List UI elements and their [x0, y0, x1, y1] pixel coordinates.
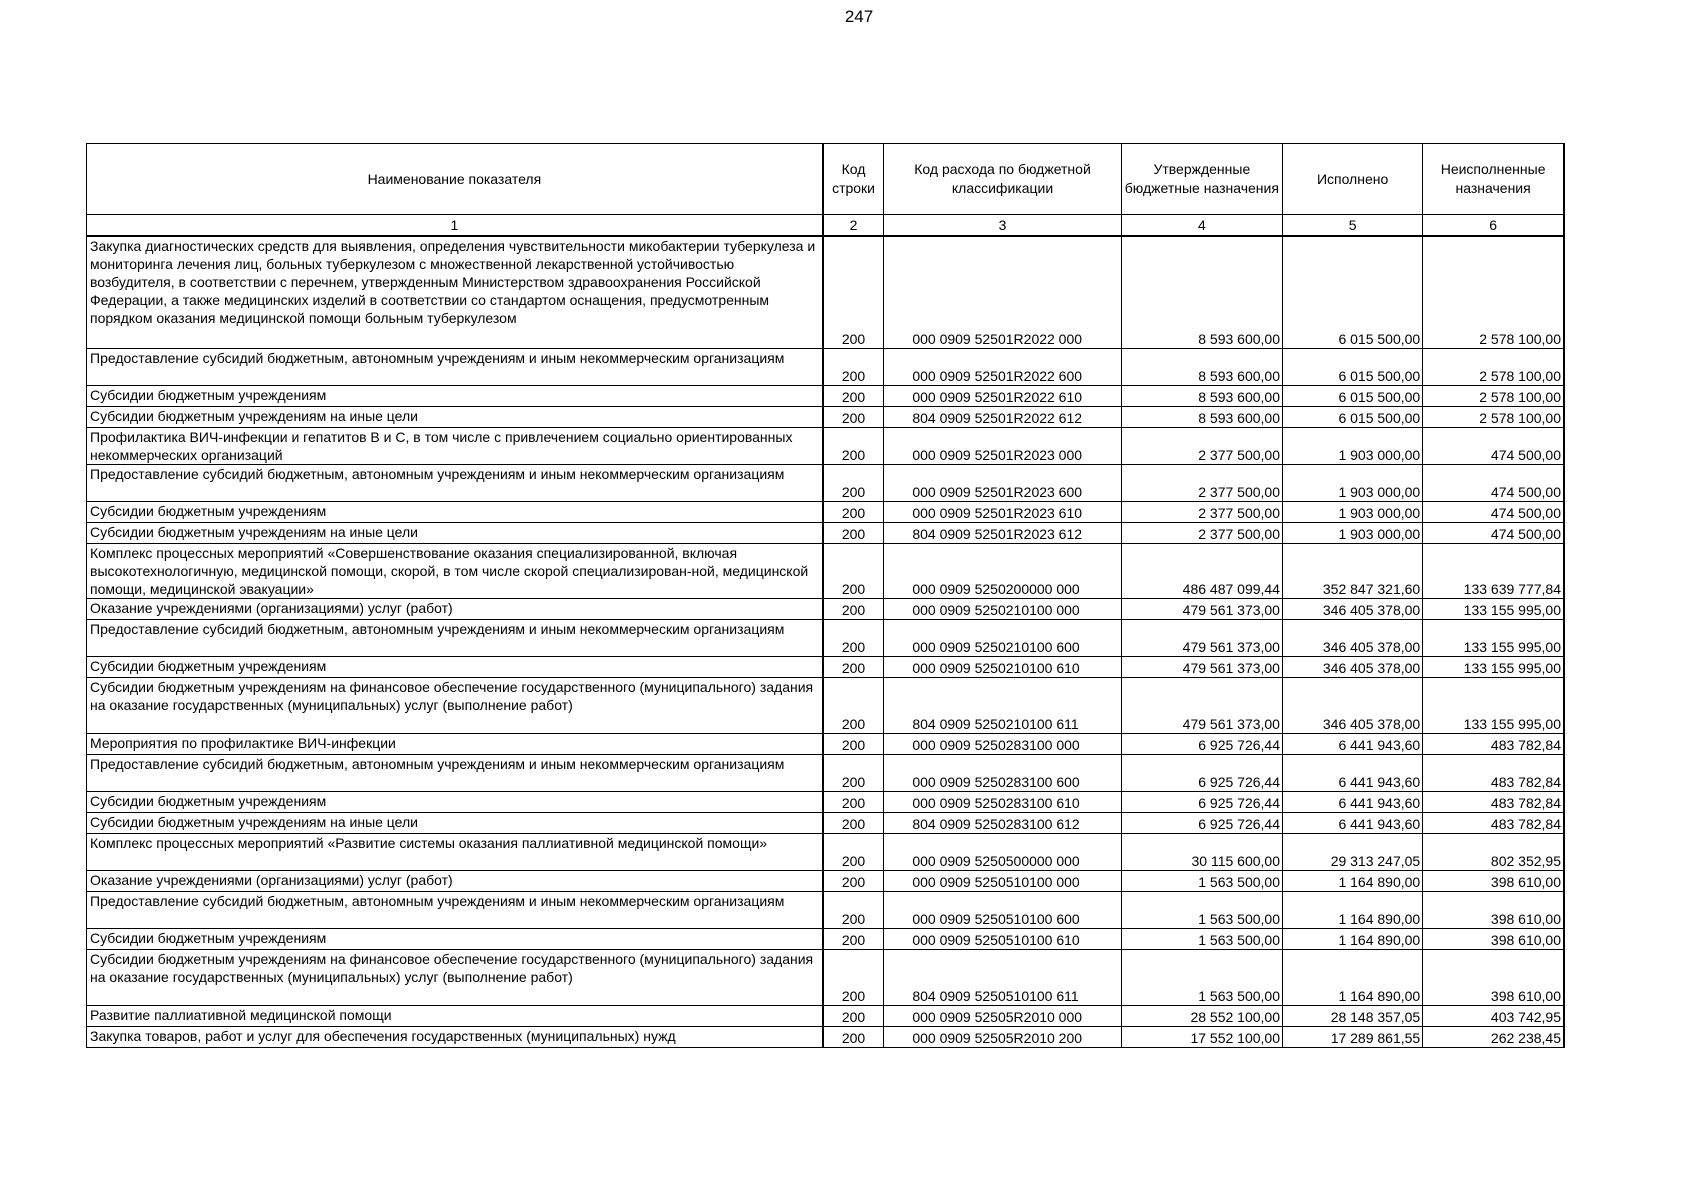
unexecuted-amount-cell: 133 155 995,00 [1423, 598, 1564, 619]
table-row [87, 812, 1565, 833]
line-code-cell: 200 [823, 1005, 884, 1026]
table-row [87, 928, 1565, 949]
line-code-cell: 200 [823, 733, 884, 754]
unexecuted-amount-cell: 133 155 995,00 [1423, 619, 1564, 656]
classification-code-cell: 804 0909 52501R2023 612 [884, 522, 1121, 543]
executed-amount-cell: 6 441 943,60 [1282, 733, 1422, 754]
page-number: 247 [844, 7, 874, 26]
line-code-cell: 200 [823, 619, 884, 656]
indicator-name-cell: Оказание учреждениями (организациями) услуг (работ) [87, 870, 823, 891]
unexecuted-amount-cell: 483 782,84 [1423, 812, 1564, 833]
line-code-cell: 200 [823, 348, 884, 385]
unexecuted-amount-cell: 2 578 100,00 [1423, 236, 1564, 348]
indicator-name-cell: Субсидии бюджетным учреждениям на иные цели [87, 522, 823, 543]
executed-amount-cell: 1 164 890,00 [1282, 949, 1422, 1005]
approved-amount-cell: 6 925 726,44 [1121, 754, 1282, 791]
executed-amount-cell: 6 015 500,00 [1282, 406, 1422, 427]
line-code-cell: 200 [823, 427, 884, 464]
table-row [87, 598, 1565, 619]
approved-amount-cell: 17 552 100,00 [1121, 1026, 1282, 1047]
table-row [87, 543, 1565, 598]
approved-amount-cell: 8 593 600,00 [1121, 236, 1282, 348]
table-row [87, 406, 1565, 427]
indicator-name-cell: Комплекс процессных мероприятий «Развитие системы оказания паллиативной медицинской помощи» [87, 833, 823, 870]
table-row [87, 733, 1565, 754]
unexecuted-amount-cell: 403 742,95 [1423, 1005, 1564, 1026]
indicator-name-cell: Оказание учреждениями (организациями) услуг (работ) [87, 598, 823, 619]
executed-amount-cell: 1 903 000,00 [1282, 427, 1422, 464]
approved-amount-cell: 2 377 500,00 [1121, 522, 1282, 543]
line-code-cell: 200 [823, 1026, 884, 1047]
unexecuted-amount-cell: 474 500,00 [1423, 522, 1564, 543]
approved-amount-cell: 8 593 600,00 [1121, 385, 1282, 406]
classification-code-cell: 000 0909 5250283100 000 [884, 733, 1121, 754]
unexecuted-amount-cell: 474 500,00 [1423, 427, 1564, 464]
unexecuted-amount-cell: 133 155 995,00 [1423, 656, 1564, 677]
executed-amount-cell: 6 441 943,60 [1282, 812, 1422, 833]
line-code-cell: 200 [823, 870, 884, 891]
unexecuted-amount-cell: 483 782,84 [1423, 754, 1564, 791]
indicator-name-cell: Предоставление субсидий бюджетным, автономным учреждениям и иным некоммерческим организациям [87, 891, 823, 928]
executed-amount-cell: 346 405 378,00 [1282, 656, 1422, 677]
unexecuted-amount-cell: 133 639 777,84 [1423, 543, 1564, 598]
indicator-name-cell: Субсидии бюджетным учреждениям [87, 928, 823, 949]
indicator-name-cell: Предоставление субсидий бюджетным, автономным учреждениям и иным некоммерческим организациям [87, 754, 823, 791]
line-code-cell: 200 [823, 891, 884, 928]
classification-code-cell: 000 0909 52501R2023 610 [884, 501, 1121, 522]
table-row [87, 464, 1565, 501]
approved-amount-cell: 2 377 500,00 [1121, 464, 1282, 501]
approved-amount-cell: 1 563 500,00 [1121, 928, 1282, 949]
approved-amount-cell: 8 593 600,00 [1121, 406, 1282, 427]
classification-code-cell: 000 0909 5250200000 000 [884, 543, 1121, 598]
line-code-cell: 200 [823, 833, 884, 870]
indicator-name-cell: Предоставление субсидий бюджетным, автономным учреждениям и иным некоммерческим организациям [87, 348, 823, 385]
approved-amount-cell: 8 593 600,00 [1121, 348, 1282, 385]
classification-code-cell: 804 0909 5250510100 611 [884, 949, 1121, 1005]
table-row [87, 677, 1565, 733]
table-row [87, 754, 1565, 791]
classification-code-cell: 000 0909 52505R2010 200 [884, 1026, 1121, 1047]
indicator-name-cell: Профилактика ВИЧ-инфекции и гепатитов В и С, в том числе с привлечением социально ориентированных некоммерческих организаций [87, 427, 823, 464]
table-row [87, 522, 1565, 543]
line-code-cell: 200 [823, 543, 884, 598]
approved-amount-cell: 1 563 500,00 [1121, 870, 1282, 891]
approved-amount-cell: 2 377 500,00 [1121, 501, 1282, 522]
table-row [87, 833, 1565, 870]
executed-amount-cell: 6 441 943,60 [1282, 754, 1422, 791]
unexecuted-amount-cell: 398 610,00 [1423, 928, 1564, 949]
indicator-name-cell: Предоставление субсидий бюджетным, автономным учреждениям и иным некоммерческим организациям [87, 619, 823, 656]
line-code-cell: 200 [823, 656, 884, 677]
table-row [87, 427, 1565, 464]
executed-amount-cell: 1 164 890,00 [1282, 891, 1422, 928]
classification-code-cell: 000 0909 5250210100 600 [884, 619, 1121, 656]
executed-amount-cell: 28 148 357,05 [1282, 1005, 1422, 1026]
unexecuted-amount-cell: 398 610,00 [1423, 891, 1564, 928]
table-row [87, 791, 1565, 812]
table-row [87, 501, 1565, 522]
header-executed: Исполнено [1282, 144, 1422, 215]
header-indicator-name: Наименование показателя [87, 144, 823, 215]
approved-amount-cell: 486 487 099,44 [1121, 543, 1282, 598]
table-row [87, 656, 1565, 677]
line-code-cell: 200 [823, 754, 884, 791]
executed-amount-cell: 346 405 378,00 [1282, 619, 1422, 656]
line-code-cell: 200 [823, 949, 884, 1005]
classification-code-cell: 804 0909 5250283100 612 [884, 812, 1121, 833]
indicator-name-cell: Закупка диагностических средств для выявления, определения чувствительности микобактерии туберкулеза и мониторинга лечения лиц, больных туберкулезом с множественной лекарственной устойчивостью возбудителя, в соответствии с перечнем, утвержденным Министерством здравоохранения Российской Федерации, а также медицинских изделий в соответствии со стандартом оснащения, предусмотренным порядком оказания медицинской помощи больным туберкулезом [87, 236, 823, 348]
executed-amount-cell: 346 405 378,00 [1282, 677, 1422, 733]
table-row [87, 236, 1565, 348]
unexecuted-amount-cell: 262 238,45 [1423, 1026, 1564, 1047]
executed-amount-cell: 1 903 000,00 [1282, 464, 1422, 501]
executed-amount-cell: 346 405 378,00 [1282, 598, 1422, 619]
column-number: 1 [87, 215, 823, 237]
classification-code-cell: 000 0909 52501R2022 610 [884, 385, 1121, 406]
unexecuted-amount-cell: 2 578 100,00 [1423, 385, 1564, 406]
line-code-cell: 200 [823, 385, 884, 406]
column-number: 5 [1282, 215, 1422, 237]
table-row [87, 949, 1565, 1005]
line-code-cell: 200 [823, 598, 884, 619]
unexecuted-amount-cell: 483 782,84 [1423, 791, 1564, 812]
indicator-name-cell: Мероприятия по профилактике ВИЧ-инфекции [87, 733, 823, 754]
classification-code-cell: 000 0909 5250283100 610 [884, 791, 1121, 812]
classification-code-cell: 000 0909 5250510100 000 [884, 870, 1121, 891]
approved-amount-cell: 479 561 373,00 [1121, 677, 1282, 733]
approved-amount-cell: 6 925 726,44 [1121, 733, 1282, 754]
line-code-cell: 200 [823, 464, 884, 501]
executed-amount-cell: 352 847 321,60 [1282, 543, 1422, 598]
indicator-name-cell: Развитие паллиативной медицинской помощи [87, 1005, 823, 1026]
line-code-cell: 200 [823, 522, 884, 543]
approved-amount-cell: 30 115 600,00 [1121, 833, 1282, 870]
classification-code-cell: 000 0909 5250210100 610 [884, 656, 1121, 677]
approved-amount-cell: 479 561 373,00 [1121, 656, 1282, 677]
unexecuted-amount-cell: 483 782,84 [1423, 733, 1564, 754]
unexecuted-amount-cell: 474 500,00 [1423, 464, 1564, 501]
column-number: 4 [1121, 215, 1282, 237]
table-row [87, 619, 1565, 656]
classification-code-cell: 000 0909 5250510100 610 [884, 928, 1121, 949]
line-code-cell: 200 [823, 236, 884, 348]
table-row [87, 385, 1565, 406]
indicator-name-cell: Субсидии бюджетным учреждениям на иные цели [87, 406, 823, 427]
approved-amount-cell: 1 563 500,00 [1121, 949, 1282, 1005]
indicator-name-cell: Предоставление субсидий бюджетным, автономным учреждениям и иным некоммерческим организациям [87, 464, 823, 501]
executed-amount-cell: 17 289 861,55 [1282, 1026, 1422, 1047]
executed-amount-cell: 1 164 890,00 [1282, 928, 1422, 949]
indicator-name-cell: Субсидии бюджетным учреждениям на финансовое обеспечение государственного (муниципального) задания на оказание государственных (муниципальных) услуг (выполнение работ) [87, 677, 823, 733]
indicator-name-cell: Субсидии бюджетным учреждениям [87, 385, 823, 406]
approved-amount-cell: 6 925 726,44 [1121, 791, 1282, 812]
line-code-cell: 200 [823, 812, 884, 833]
table-row [87, 870, 1565, 891]
unexecuted-amount-cell: 2 578 100,00 [1423, 348, 1564, 385]
approved-amount-cell: 6 925 726,44 [1121, 812, 1282, 833]
column-number-row [87, 215, 1565, 237]
classification-code-cell: 804 0909 52501R2022 612 [884, 406, 1121, 427]
unexecuted-amount-cell: 802 352,95 [1423, 833, 1564, 870]
indicator-name-cell: Субсидии бюджетным учреждениям [87, 656, 823, 677]
classification-code-cell: 000 0909 5250283100 600 [884, 754, 1121, 791]
executed-amount-cell: 6 441 943,60 [1282, 791, 1422, 812]
column-number: 2 [823, 215, 884, 237]
classification-code-cell: 000 0909 52501R2022 600 [884, 348, 1121, 385]
executed-amount-cell: 6 015 500,00 [1282, 348, 1422, 385]
unexecuted-amount-cell: 474 500,00 [1423, 501, 1564, 522]
table-row [87, 348, 1565, 385]
column-number: 3 [884, 215, 1121, 237]
approved-amount-cell: 2 377 500,00 [1121, 427, 1282, 464]
classification-code-cell: 000 0909 52501R2022 000 [884, 236, 1121, 348]
indicator-name-cell: Комплекс процессных мероприятий «Совершенствование оказания специализированной, включая высокотехнологичную, медицинской помощи, скорой, в том числе скорой специализирован-ной, медицинской помощи, медицинской эвакуации» [87, 543, 823, 598]
table-row [87, 891, 1565, 928]
header-line-code: Код строки [823, 144, 884, 215]
executed-amount-cell: 1 903 000,00 [1282, 501, 1422, 522]
approved-amount-cell: 1 563 500,00 [1121, 891, 1282, 928]
table-body [87, 236, 1565, 1047]
classification-code-cell: 000 0909 52505R2010 000 [884, 1005, 1121, 1026]
classification-code-cell: 804 0909 5250210100 611 [884, 677, 1121, 733]
unexecuted-amount-cell: 398 610,00 [1423, 870, 1564, 891]
line-code-cell: 200 [823, 677, 884, 733]
classification-code-cell: 000 0909 5250510100 600 [884, 891, 1121, 928]
indicator-name-cell: Закупка товаров, работ и услуг для обеспечения государственных (муниципальных) нужд [87, 1026, 823, 1047]
executed-amount-cell: 6 015 500,00 [1282, 236, 1422, 348]
line-code-cell: 200 [823, 501, 884, 522]
header-classification-code: Код расхода по бюджетной классификации [884, 144, 1121, 215]
approved-amount-cell: 479 561 373,00 [1121, 619, 1282, 656]
header-unexecuted: Неисполненные назначения [1423, 144, 1564, 215]
column-number: 6 [1423, 215, 1564, 237]
line-code-cell: 200 [823, 406, 884, 427]
indicator-name-cell: Субсидии бюджетным учреждениям на финансовое обеспечение государственного (муниципального) задания на оказание государственных (муниципальных) услуг (выполнение работ) [87, 949, 823, 1005]
unexecuted-amount-cell: 133 155 995,00 [1423, 677, 1564, 733]
indicator-name-cell: Субсидии бюджетным учреждениям [87, 501, 823, 522]
unexecuted-amount-cell: 398 610,00 [1423, 949, 1564, 1005]
budget-execution-table [86, 143, 1565, 1048]
line-code-cell: 200 [823, 928, 884, 949]
unexecuted-amount-cell: 2 578 100,00 [1423, 406, 1564, 427]
indicator-name-cell: Субсидии бюджетным учреждениям [87, 791, 823, 812]
classification-code-cell: 000 0909 5250500000 000 [884, 833, 1121, 870]
classification-code-cell: 000 0909 5250210100 000 [884, 598, 1121, 619]
executed-amount-cell: 1 164 890,00 [1282, 870, 1422, 891]
classification-code-cell: 000 0909 52501R2023 600 [884, 464, 1121, 501]
approved-amount-cell: 479 561 373,00 [1121, 598, 1282, 619]
classification-code-cell: 000 0909 52501R2023 000 [884, 427, 1121, 464]
table-row [87, 1005, 1565, 1026]
approved-amount-cell: 28 552 100,00 [1121, 1005, 1282, 1026]
table-row [87, 1026, 1565, 1047]
line-code-cell: 200 [823, 791, 884, 812]
table-header-row [87, 144, 1565, 215]
indicator-name-cell: Субсидии бюджетным учреждениям на иные цели [87, 812, 823, 833]
executed-amount-cell: 1 903 000,00 [1282, 522, 1422, 543]
executed-amount-cell: 6 015 500,00 [1282, 385, 1422, 406]
executed-amount-cell: 29 313 247,05 [1282, 833, 1422, 870]
header-approved: Утвержденные бюджетные назначения [1121, 144, 1282, 215]
